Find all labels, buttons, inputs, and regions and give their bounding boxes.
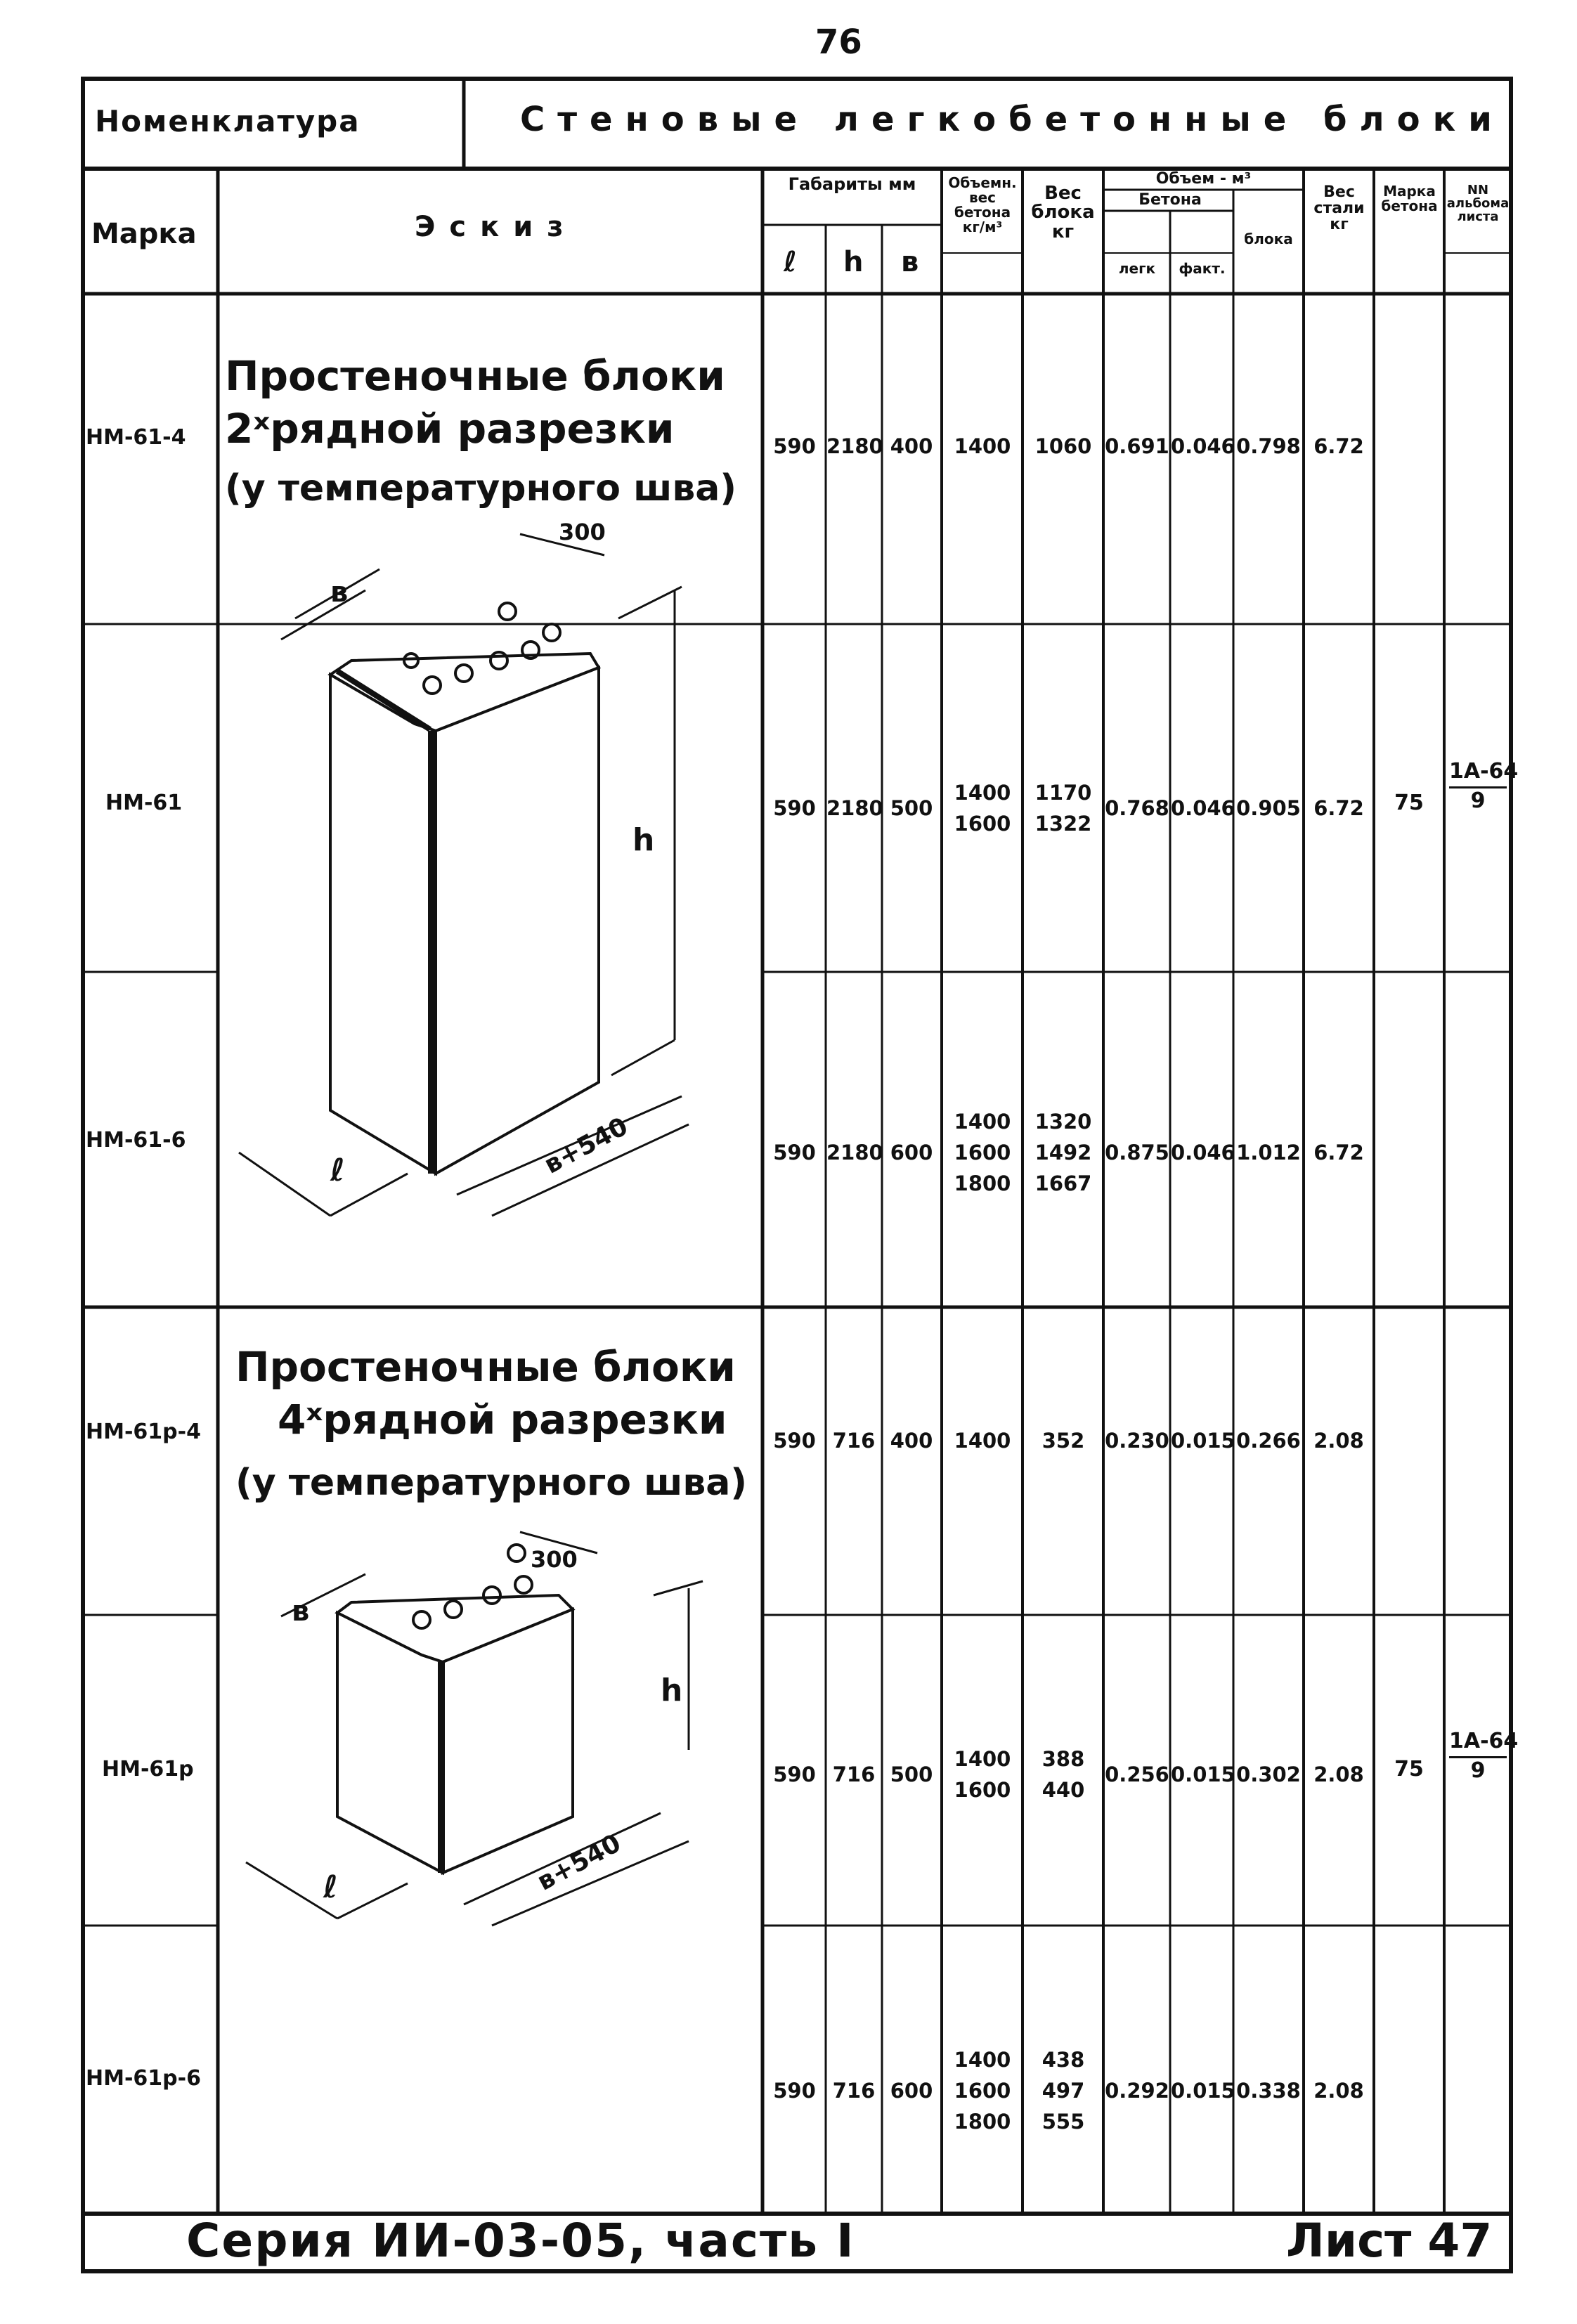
caption-group-2-line-3: (у температурного шва) — [235, 1462, 748, 1504]
album-sheet: 9 — [1470, 788, 1486, 813]
cell-v-block: 0.338 — [1236, 2079, 1301, 2103]
cell-v-light: 0.292 — [1105, 2079, 1169, 2103]
cell-line: 1600 — [954, 812, 1011, 836]
cell-line: 1320 — [1034, 1110, 1092, 1134]
cell-line: 440 — [1041, 1778, 1085, 1802]
cell-v-light: 0.256 — [1105, 1763, 1169, 1786]
cell-weight — [1024, 1106, 1103, 1199]
cell-v-light: 0.230 — [1105, 1429, 1169, 1453]
cell-b: 500 — [890, 1763, 933, 1786]
caption-group-1-line-1: Простеночные блоки — [225, 352, 725, 400]
page-title: Стеновые легкобетонные блоки — [520, 100, 1505, 139]
cell-h: 716 — [832, 1429, 876, 1453]
col-volume-group: Объем - м³ — [1155, 170, 1252, 188]
nomenclature-label: Номенклатура — [95, 104, 361, 138]
cell-steel: 2.08 — [1313, 2079, 1364, 2103]
dim-length: ℓ — [330, 1153, 345, 1188]
album-number: 1А-64 — [1449, 759, 1507, 788]
cell-line: 1600 — [954, 2079, 1011, 2103]
row-mark: НМ-61-6 — [86, 1128, 186, 1153]
row-mark: НМ-61р — [102, 1757, 194, 1781]
cell-v-fact: 0.015 — [1171, 2079, 1235, 2103]
series-label: Серия ИИ-03-05, часть I — [186, 2214, 855, 2268]
cell-steel: 6.72 — [1313, 434, 1364, 458]
cell-steel: 6.72 — [1313, 1141, 1364, 1164]
col-sketch: Эскиз — [415, 211, 578, 243]
cell-steel: 2.08 — [1313, 1429, 1364, 1453]
cell-v-fact: 0.046 — [1171, 434, 1235, 458]
dim-top: 300 — [559, 519, 606, 545]
dim-top: 300 — [531, 1546, 578, 1573]
row-mark: НМ-61 — [105, 791, 183, 815]
cell-v-block: 1.012 — [1236, 1141, 1301, 1164]
cell-v-block: 0.798 — [1236, 434, 1301, 458]
cell-v-fact: 0.046 — [1171, 1141, 1235, 1164]
cell-v-fact: 0.046 — [1171, 796, 1235, 820]
cell-h: 2180 — [826, 796, 883, 820]
cell-line: 1400 — [954, 2048, 1011, 2072]
cell-v-fact: 0.015 — [1171, 1763, 1235, 1786]
cell-line: 1800 — [954, 1171, 1011, 1195]
cell-line: 352 — [1041, 1429, 1085, 1453]
caption-group-2-line-2: 4ˣрядной разрезки — [278, 1396, 727, 1443]
cell-line: 1400 — [954, 1110, 1011, 1134]
block-sketch-tall — [239, 534, 689, 1216]
row-mark: НМ-61-4 — [86, 425, 186, 450]
concrete-mark-cell: 75 — [1394, 791, 1424, 815]
cell-line: 1322 — [1034, 812, 1092, 836]
cell-b: 600 — [890, 1141, 933, 1164]
col-concrete-mark: Марка бетона — [1381, 183, 1438, 214]
cell-density — [943, 2044, 1022, 2137]
album-number: 1А-64 — [1449, 1729, 1507, 1758]
col-steel: Вес стали кг — [1313, 183, 1365, 234]
row-mark: НМ-61р-6 — [86, 2066, 201, 2091]
col-light: легк — [1118, 260, 1156, 277]
cell-line: 1400 — [954, 434, 1011, 458]
dim-width: в — [292, 1595, 310, 1628]
col-density: Объемн. вес бетона кг/м³ — [948, 174, 1017, 235]
cell-weight — [1024, 1425, 1103, 1456]
cell-b: 400 — [890, 1429, 933, 1453]
cell-v-block: 0.302 — [1236, 1763, 1301, 1786]
cell-v-light: 0.875 — [1105, 1141, 1169, 1164]
dim-height: h — [661, 1673, 683, 1708]
caption-group-1-line-3: (у температурного шва) — [225, 467, 737, 509]
cell-h: 2180 — [826, 434, 883, 458]
cell-l: 590 — [773, 796, 816, 820]
cell-line: 1060 — [1034, 434, 1092, 458]
cell-weight — [1024, 2044, 1103, 2137]
album-fraction — [1449, 1729, 1519, 1783]
cell-line: 1492 — [1034, 1141, 1092, 1164]
cell-density — [943, 1744, 1022, 1805]
cell-b: 500 — [890, 796, 933, 820]
album-fraction — [1449, 759, 1519, 813]
dim-diag: в+540 — [532, 1829, 626, 1897]
cell-h: 716 — [832, 2079, 876, 2103]
cell-v-block: 0.266 — [1236, 1429, 1301, 1453]
cell-line: 1170 — [1034, 781, 1092, 805]
cell-weight — [1024, 431, 1103, 462]
block-sketch-short — [246, 1532, 703, 1926]
cell-density — [943, 1425, 1022, 1456]
cell-l: 590 — [773, 434, 816, 458]
dim-height: h — [632, 822, 655, 858]
cell-line: 555 — [1041, 2110, 1085, 2134]
cell-line: 1400 — [954, 1429, 1011, 1453]
cell-line: 1400 — [954, 781, 1011, 805]
cell-weight — [1024, 1744, 1103, 1805]
album-sheet: 9 — [1470, 1758, 1486, 1783]
col-weight: Вес блока кг — [1031, 183, 1095, 242]
caption-group-1-line-2: 2ˣрядной разрезки — [225, 405, 675, 453]
col-album: NN альбома листа — [1446, 183, 1510, 224]
cell-v-fact: 0.015 — [1171, 1429, 1235, 1453]
cell-b: 400 — [890, 434, 933, 458]
dim-width: в — [330, 576, 349, 609]
cell-line: 1800 — [954, 2110, 1011, 2134]
col-h: h — [843, 246, 864, 278]
sheet-label: Лист 47 — [1286, 2214, 1493, 2268]
cell-steel: 2.08 — [1313, 1763, 1364, 1786]
cell-line: 1667 — [1034, 1171, 1092, 1195]
col-marka: Марка — [91, 218, 197, 250]
col-concrete-group: Бетона — [1138, 191, 1202, 209]
concrete-mark-cell: 75 — [1394, 1757, 1424, 1781]
col-l: ℓ — [784, 246, 797, 278]
cell-l: 590 — [773, 1141, 816, 1164]
row-mark: НМ-61р-4 — [86, 1420, 201, 1444]
cell-h: 2180 — [826, 1141, 883, 1164]
cell-density — [943, 777, 1022, 839]
cell-weight — [1024, 777, 1103, 839]
col-b: в — [901, 246, 919, 278]
page-number: 76 — [815, 22, 862, 62]
cell-density — [943, 1106, 1022, 1199]
cell-v-block: 0.905 — [1236, 796, 1301, 820]
cell-v-light: 0.768 — [1105, 796, 1169, 820]
cell-l: 590 — [773, 1763, 816, 1786]
cell-l: 590 — [773, 2079, 816, 2103]
cell-line: 497 — [1041, 2079, 1085, 2103]
col-block: блока — [1244, 231, 1293, 247]
dim-length: ℓ — [323, 1869, 338, 1905]
cell-line: 438 — [1041, 2048, 1085, 2072]
cell-line: 1600 — [954, 1141, 1011, 1164]
cell-steel: 6.72 — [1313, 796, 1364, 820]
cell-line: 388 — [1041, 1747, 1085, 1771]
dim-diag: в+540 — [539, 1112, 633, 1180]
cell-b: 600 — [890, 2079, 933, 2103]
cell-h: 716 — [832, 1763, 876, 1786]
col-fact: факт. — [1179, 260, 1226, 277]
cell-density — [943, 431, 1022, 462]
cell-v-light: 0.691 — [1105, 434, 1169, 458]
cell-l: 590 — [773, 1429, 816, 1453]
cell-line: 1400 — [954, 1747, 1011, 1771]
cell-line: 1600 — [954, 1778, 1011, 1802]
caption-group-2-line-1: Простеночные блоки — [235, 1343, 736, 1391]
col-dims-group: Габариты мм — [788, 174, 916, 194]
